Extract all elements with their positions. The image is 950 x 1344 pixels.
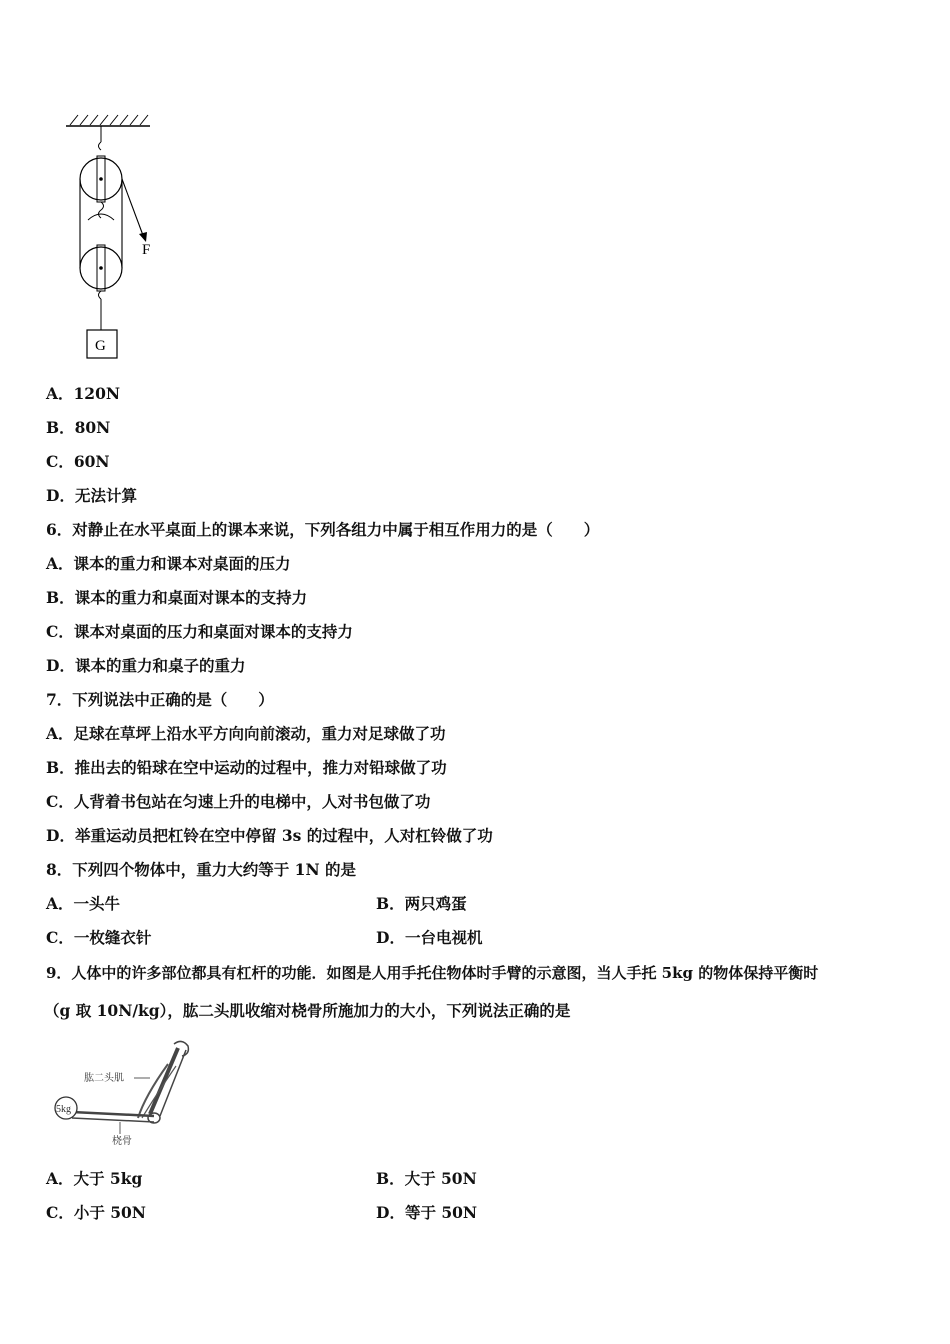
pulley-figure — [60, 108, 170, 368]
q7-option-b: B．推出去的铅球在空中运动的过程中，推力对铅球做了功 — [46, 758, 447, 777]
q6-option-b: B．课本的重力和桌面对课本的支持力 — [46, 588, 308, 607]
arm-figure — [50, 1036, 200, 1148]
q8-option-c: C．一枚缝衣针 — [46, 928, 152, 947]
q5-option-a: A．120N — [46, 384, 121, 403]
q7-option-c: C．人背着书包站在匀速上升的电梯中，人对书包做了功 — [46, 792, 431, 811]
q9-option-c: C．小于 50N — [46, 1203, 146, 1222]
mass-label: 5kg — [56, 1104, 71, 1115]
q9-stem-line2: （g 取 10N/kg），肱二头肌收缩对桡骨所施加力的大小，下列说法正确的是 — [44, 1001, 571, 1020]
q7-stem: 7．下列说法中正确的是（ ） — [46, 690, 274, 709]
q6-option-a: A．课本的重力和课本对桌面的压力 — [46, 554, 291, 573]
pull-rope — [122, 179, 144, 238]
q8-stem: 8．下列四个物体中，重力大约等于 1N 的是 — [46, 860, 357, 879]
q8-option-d: D．一台电视机 — [376, 928, 483, 947]
q5-option-c: C．60N — [46, 452, 110, 471]
weight-label: G — [95, 338, 106, 354]
force-arrow-head — [139, 232, 147, 242]
q9-option-b: B．大于 50N — [376, 1169, 477, 1188]
q6-option-c: C．课本对桌面的压力和桌面对课本的支持力 — [46, 622, 353, 641]
q9-option-a: A．大于 5kg — [46, 1169, 143, 1188]
arm-diagram — [50, 1036, 200, 1148]
pulley-diagram — [60, 108, 170, 368]
q9-option-d: D．等于 50N — [376, 1203, 478, 1222]
q5-option-b: B．80N — [46, 418, 111, 437]
q8-option-a: A．一头牛 — [46, 894, 121, 913]
muscle-label: 肱二头肌 — [84, 1073, 124, 1084]
q7-option-a: A．足球在草坪上沿水平方向向前滚动，重力对足球做了功 — [46, 724, 446, 743]
radius-bone — [72, 1112, 154, 1116]
q9-stem-line1: 9．人体中的许多部位都具有杠杆的功能．如图是人用手托住物体时手臂的示意图，当人手托 5kg 的物体保持平衡时 — [46, 964, 819, 982]
q8-option-b: B．两只鸡蛋 — [376, 894, 467, 913]
q5-option-d: D．无法计算 — [46, 486, 137, 505]
bone-label: 桡骨 — [112, 1136, 132, 1147]
q6-stem: 6．对静止在水平桌面上的课本来说，下列各组力中属于相互作用力的是（ ） — [46, 520, 600, 539]
force-label: F — [142, 242, 151, 258]
ceiling-hatch — [70, 115, 148, 125]
q7-option-d: D．举重运动员把杠铃在空中停留 3s 的过程中，人对杠铃做了功 — [46, 826, 493, 845]
q6-option-d: D．课本的重力和桌子的重力 — [46, 656, 246, 675]
